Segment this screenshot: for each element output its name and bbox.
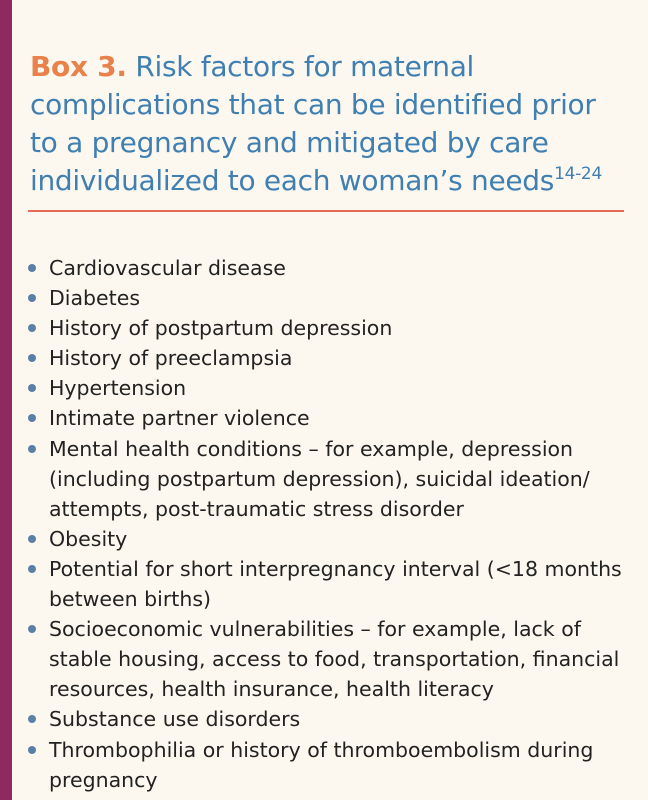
list-item-text: History of postpartum depression bbox=[49, 316, 393, 341]
box-heading bbox=[30, 48, 630, 200]
list-item bbox=[26, 313, 636, 343]
list-item-text: Thrombophilia or history of thromboembolism during pregnancy bbox=[49, 737, 594, 792]
bullet-icon bbox=[28, 535, 36, 543]
list-item bbox=[26, 554, 636, 614]
list-item-text: History of preeclampsia bbox=[49, 346, 293, 371]
list-item-text: Diabetes bbox=[49, 286, 140, 311]
reference-superscript: 14-24 bbox=[554, 164, 602, 184]
list-item bbox=[26, 735, 636, 795]
bullet-icon bbox=[28, 384, 36, 392]
list-item bbox=[26, 373, 636, 403]
bullet-icon bbox=[28, 565, 36, 573]
list-item-text: Potential for short interpregnancy interval (<18 months between births) bbox=[49, 556, 622, 612]
heading-divider bbox=[28, 210, 624, 212]
bullet-icon bbox=[28, 324, 36, 332]
bullet-icon bbox=[28, 264, 36, 272]
list-item-text: Substance use disorders bbox=[49, 707, 301, 732]
bullet-icon bbox=[28, 746, 36, 754]
list-item-text: Mental health conditions – for example, depression (including postpartum depression), suicidal ideation/ attempts, post-traumatic stress disorder bbox=[49, 436, 590, 521]
bullet-icon bbox=[28, 445, 36, 453]
risk-factor-list bbox=[26, 253, 636, 795]
box-label: Box 3. bbox=[30, 50, 127, 83]
list-item bbox=[26, 283, 636, 313]
bullet-icon bbox=[28, 294, 36, 302]
bullet-icon bbox=[28, 414, 36, 422]
bullet-icon bbox=[28, 354, 36, 362]
list-item bbox=[26, 704, 636, 734]
list-item bbox=[26, 343, 636, 373]
list-item bbox=[26, 434, 636, 524]
bullet-icon bbox=[28, 625, 36, 633]
list-item-text: Hypertension bbox=[49, 376, 187, 401]
box-title: Risk factors for maternal complications that can be identified prior to a pregnancy and mitigated by care individualized to each woman’s needs bbox=[30, 50, 596, 197]
bullet-icon bbox=[28, 715, 36, 723]
list-item bbox=[26, 403, 636, 433]
list-item bbox=[26, 524, 636, 554]
list-item-text: Socioeconomic vulnerabilities – for example, lack of stable housing, access to food, transportation, financial resources, health insurance, health literacy bbox=[49, 617, 620, 702]
left-accent-rule bbox=[0, 0, 12, 800]
list-item-text: Intimate partner violence bbox=[49, 406, 310, 431]
list-item-text: Obesity bbox=[49, 526, 128, 551]
list-item bbox=[26, 614, 636, 704]
list-item-text: Cardiovascular disease bbox=[49, 256, 286, 280]
list-item bbox=[26, 253, 636, 283]
